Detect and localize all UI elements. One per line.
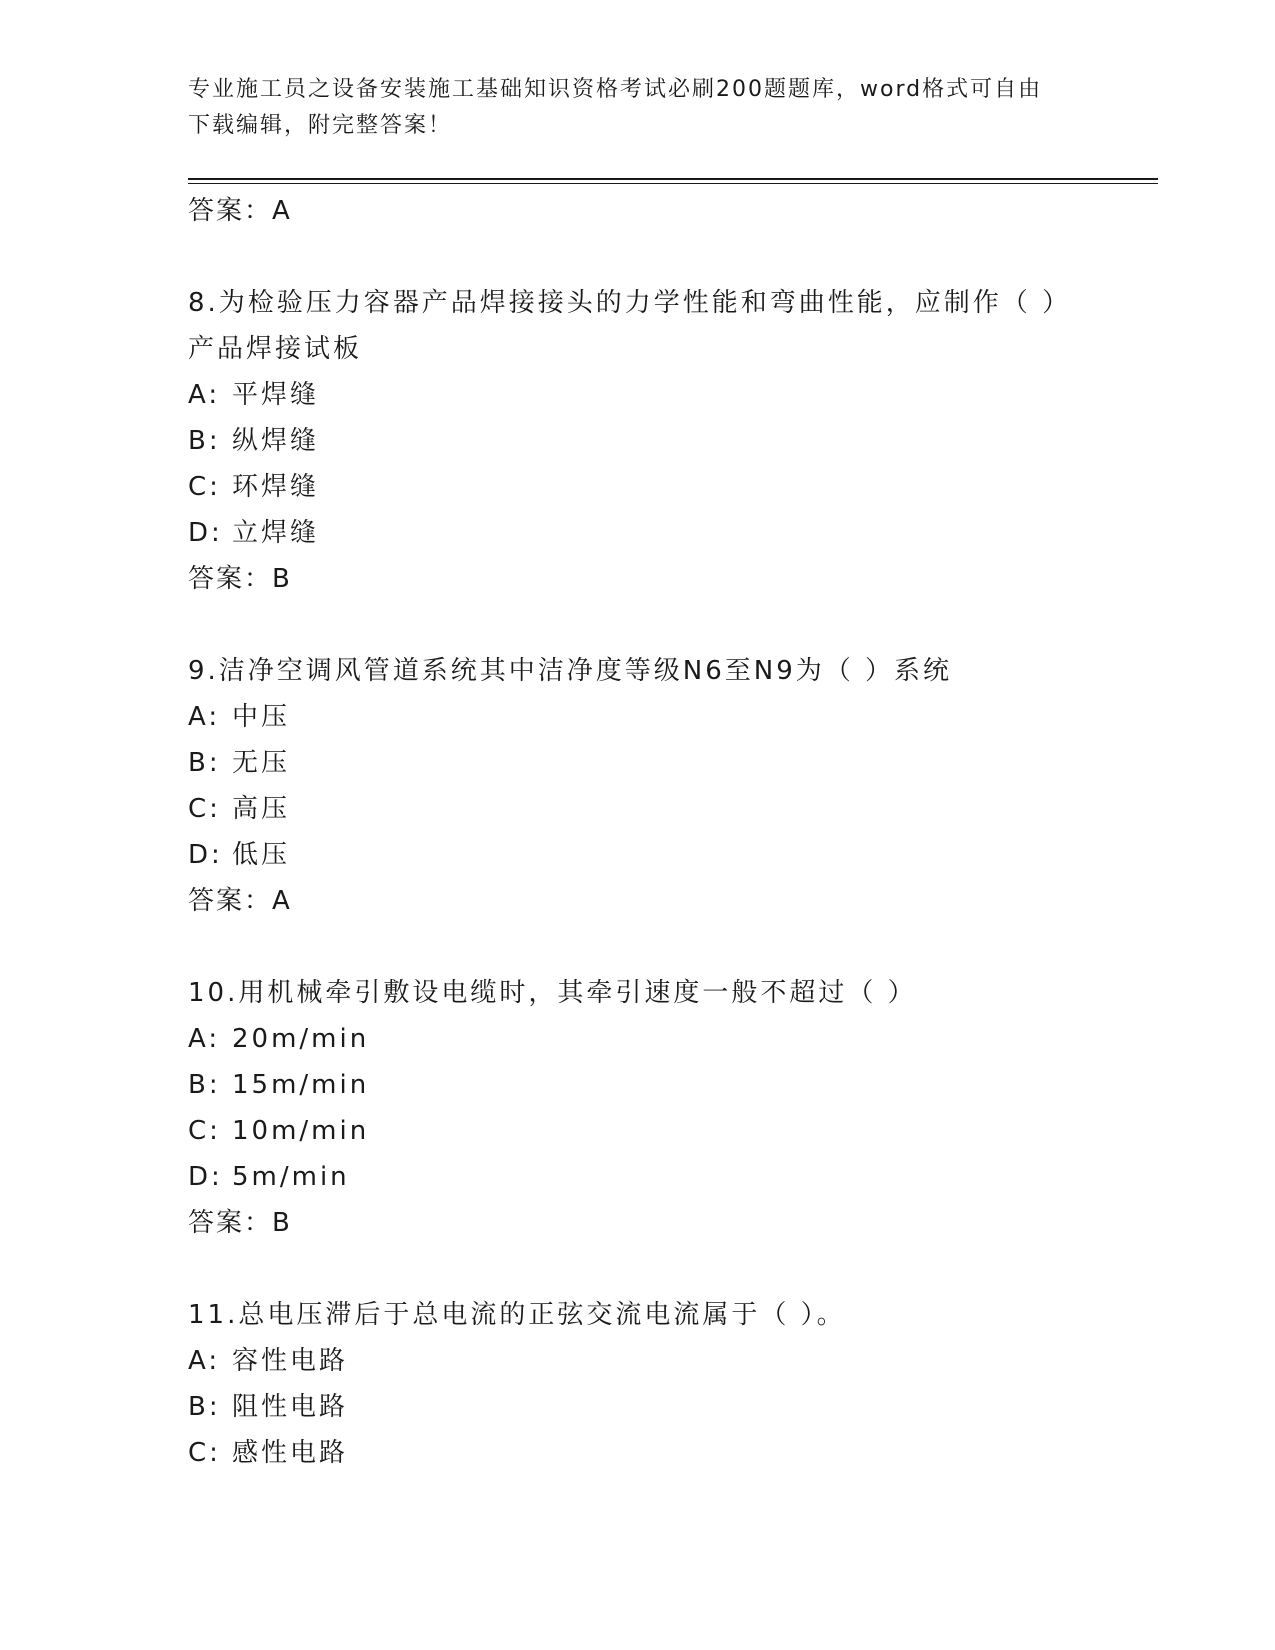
option-a <box>188 1016 1088 1062</box>
answer-line: 答案：B <box>188 564 292 594</box>
option-letter: C: <box>188 1438 221 1468</box>
option-b <box>188 1384 1088 1430</box>
option-a <box>188 1338 1088 1384</box>
option-letter: B: <box>188 1070 221 1100</box>
option-c <box>188 786 1088 832</box>
option-d <box>188 1154 1088 1200</box>
answer-line: 答案：A <box>188 196 292 226</box>
header-rule-thin <box>188 183 1158 184</box>
option-a <box>188 372 1088 418</box>
option-text: 环焊缝 <box>232 472 320 502</box>
option-text: 感性电路 <box>232 1438 349 1468</box>
option-letter: B: <box>188 1392 221 1422</box>
option-a <box>188 694 1088 740</box>
option-letter: B: <box>188 748 221 778</box>
option-letter: D: <box>188 518 223 548</box>
question-stem: 11.总电压滞后于总电流的正弦交流电流属于（ ）。 <box>188 1300 846 1330</box>
option-letter: A: <box>188 702 221 732</box>
option-letter: B: <box>188 426 221 456</box>
option-text: 低压 <box>232 840 291 870</box>
option-text: 阻性电路 <box>232 1392 349 1422</box>
spacer <box>188 602 1088 648</box>
option-b <box>188 418 1088 464</box>
option-letter: C: <box>188 794 221 824</box>
option-b <box>188 740 1088 786</box>
question-stem-continued: 产品焊接试板 <box>188 334 363 364</box>
option-text: 15m/min <box>232 1070 370 1100</box>
option-letter: D: <box>188 1162 223 1192</box>
spacer <box>188 234 1088 280</box>
option-text: 10m/min <box>232 1116 370 1146</box>
option-text: 容性电路 <box>232 1346 349 1376</box>
question-list <box>188 188 1088 1476</box>
question-11 <box>188 1292 1088 1476</box>
option-c <box>188 1430 1088 1476</box>
option-text: 立焊缝 <box>232 518 320 548</box>
option-text: 平焊缝 <box>232 380 320 410</box>
option-text: 5m/min <box>232 1162 350 1192</box>
option-letter: A: <box>188 1024 221 1054</box>
option-letter: A: <box>188 380 221 410</box>
option-letter: C: <box>188 472 221 502</box>
answer-line: 答案：A <box>188 886 292 916</box>
option-letter: A: <box>188 1346 221 1376</box>
option-letter: C: <box>188 1116 221 1146</box>
spacer <box>188 924 1088 970</box>
option-d <box>188 832 1088 878</box>
question-stem: 9.洁净空调风管道系统其中洁净度等级N6至N9为（ ）系统 <box>188 656 953 686</box>
option-text: 高压 <box>232 794 291 824</box>
spacer <box>188 1246 1088 1292</box>
option-text: 无压 <box>232 748 291 778</box>
option-b <box>188 1062 1088 1108</box>
option-letter: D: <box>188 840 223 870</box>
option-c <box>188 1108 1088 1154</box>
option-text: 纵焊缝 <box>232 426 320 456</box>
option-d <box>188 510 1088 556</box>
question-stem: 8.为检验压力容器产品焊接接头的力学性能和弯曲性能，应制作（ ） <box>188 288 1072 318</box>
question-8 <box>188 280 1088 602</box>
question-stem: 10.用机械牵引敷设电缆时，其牵引速度一般不超过（ ） <box>188 978 917 1008</box>
option-text: 中压 <box>232 702 291 732</box>
option-text: 20m/min <box>232 1024 370 1054</box>
answer-line: 答案：B <box>188 1208 292 1238</box>
question-10 <box>188 970 1088 1246</box>
header-rule-thick <box>188 178 1158 180</box>
option-c <box>188 464 1088 510</box>
header-title-line-1: 专业施工员之设备安装施工基础知识资格考试必刷200题题库，word格式可自由 <box>188 77 1043 102</box>
question-9 <box>188 648 1088 924</box>
header-title-line-2: 下载编辑，附完整答案！ <box>188 113 453 138</box>
document-header <box>188 72 1088 144</box>
